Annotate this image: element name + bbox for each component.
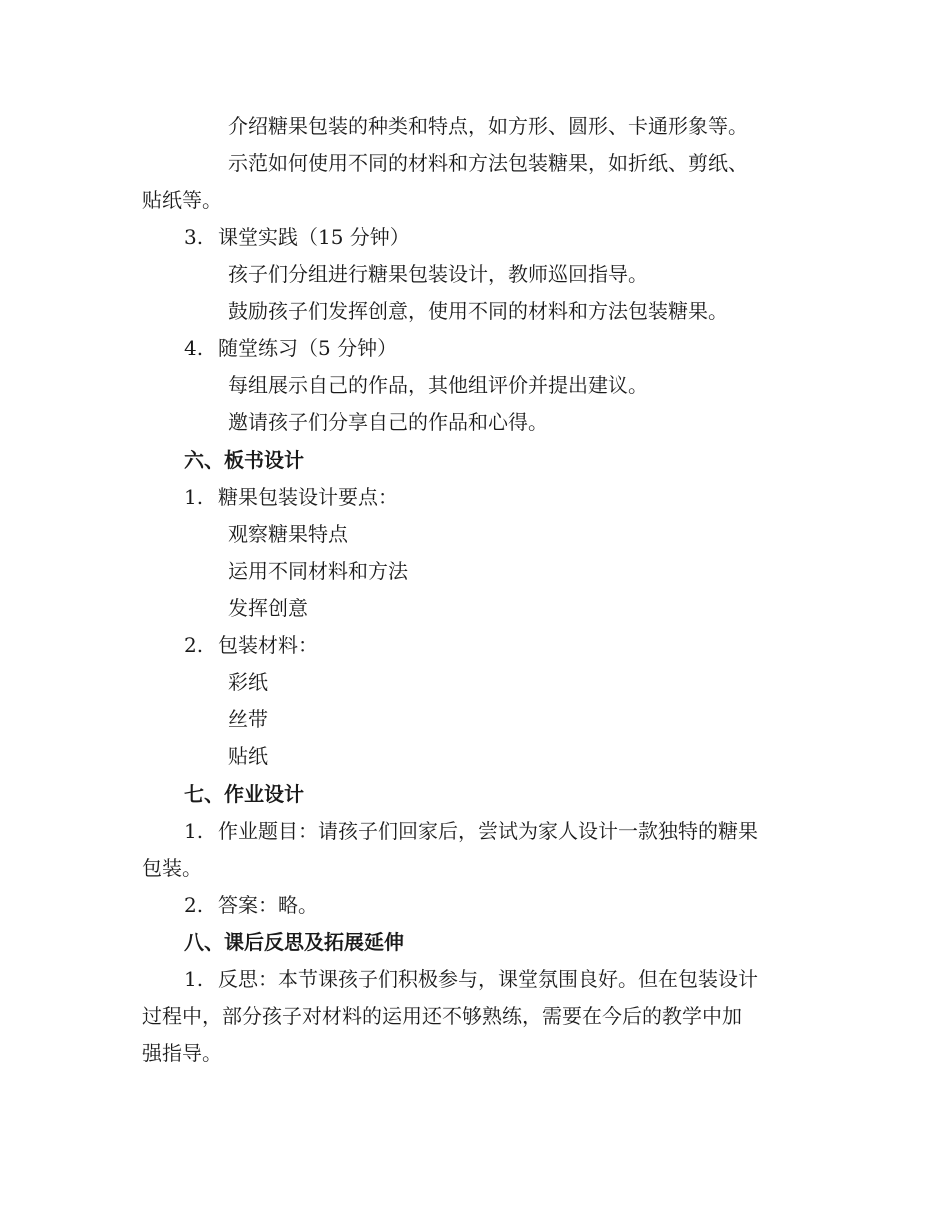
- step3-point-b: 鼓励孩子们发挥创意，使用不同的材料和方法包装糖果。: [228, 299, 728, 323]
- homework-item-1-number: 1.: [184, 819, 204, 843]
- material-point: 彩纸: [228, 670, 268, 694]
- step4-point-b: 邀请孩子们分享自己的作品和心得。: [228, 410, 548, 434]
- reflection-item-1-number: 1.: [184, 967, 204, 991]
- step3-point-a: 孩子们分组进行糖果包装设计，教师巡回指导。: [228, 262, 648, 286]
- demo-text-continued: 贴纸等。: [142, 188, 222, 212]
- homework-item-1-continued: 包装。: [142, 856, 202, 880]
- board-item-2-title: 包装材料：: [218, 633, 318, 657]
- step4-point-a: 每组展示自己的作品，其他组评价并提出建议。: [228, 373, 648, 397]
- board-item-1: [184, 485, 398, 509]
- board-item-2: [184, 633, 318, 657]
- section7-heading: 七、作业设计: [184, 782, 304, 806]
- reflection-item-1: [184, 967, 758, 991]
- section8-heading: 八、课后反思及拓展延伸: [184, 930, 404, 954]
- board-point: 观察糖果特点: [228, 522, 348, 546]
- material-point: 丝带: [228, 707, 268, 731]
- step4-number: 4.: [184, 336, 204, 360]
- step4-item: [184, 336, 397, 360]
- homework-item-1-text: 作业题目：请孩子们回家后，尝试为家人设计一款独特的糖果: [218, 819, 758, 843]
- step3-item: [184, 225, 410, 249]
- reflection-item-1-text: 反思：本节课孩子们积极参与，课堂氛围良好。但在包装设计: [218, 967, 758, 991]
- homework-item-2-number: 2.: [184, 893, 204, 917]
- section6-heading: 六、板书设计: [184, 448, 304, 472]
- board-point: 运用不同材料和方法: [228, 559, 408, 583]
- demo-text: 示范如何使用不同的材料和方法包装糖果，如折纸、剪纸、: [228, 151, 748, 175]
- reflection-text-continued: 过程中，部分孩子对材料的运用还不够熟练，需要在今后的教学中加: [142, 1004, 742, 1028]
- step3-number: 3.: [184, 225, 204, 249]
- board-item-2-number: 2.: [184, 633, 204, 657]
- homework-item-1: [184, 819, 758, 843]
- reflection-text-continued: 强指导。: [142, 1041, 222, 1065]
- homework-item-2-text: 答案：略。: [218, 893, 318, 917]
- board-point: 发挥创意: [228, 596, 308, 620]
- material-point: 贴纸: [228, 744, 268, 768]
- step3-title: 课堂实践（15 分钟）: [218, 225, 410, 249]
- board-item-1-title: 糖果包装设计要点：: [218, 485, 398, 509]
- intro-text: 介绍糖果包装的种类和特点，如方形、圆形、卡通形象等。: [228, 114, 748, 138]
- step4-title: 随堂练习（5 分钟）: [218, 336, 398, 360]
- board-item-1-number: 1.: [184, 485, 204, 509]
- homework-item-2: [184, 893, 318, 917]
